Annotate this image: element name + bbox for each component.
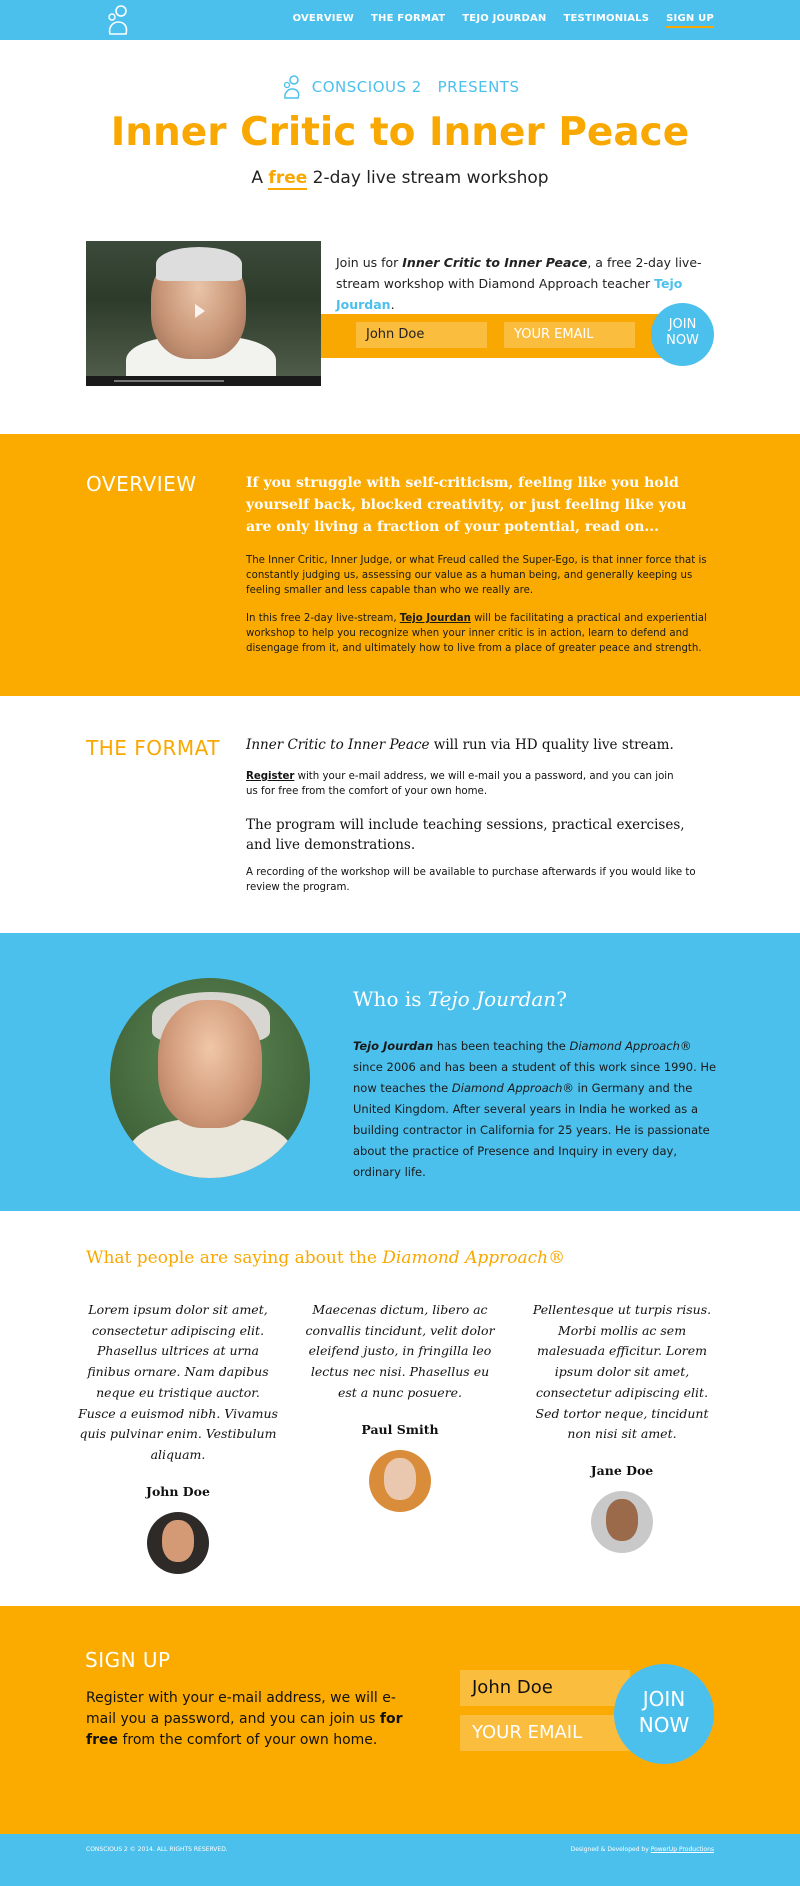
signup-text (86, 1688, 406, 1751)
join-now-button[interactable]: JOIN NOW (651, 303, 714, 366)
testimonial-card (78, 1300, 278, 1574)
hero-signup-form (321, 314, 701, 358)
testimonial-quote: Maecenas dictum, libero ac convallis tincidunt, velit dolor eleifend justo, in fringilla leo lectus nec nisi. Phasellus eu est a nunc posuere. (305, 1302, 495, 1400)
subtitle-free: free (268, 168, 308, 188)
bio-heading-name: Tejo Jourdan (427, 987, 557, 1011)
signup-text-part: Register with your e-mail address, we will e-mail you a password, and you can join us (86, 1690, 396, 1727)
join-button-line: NOW (638, 1713, 690, 1737)
nav-item-testimonials[interactable]: TESTIMONIALS (563, 13, 650, 24)
testimonials-heading-prefix: What people are saying about the (86, 1248, 383, 1268)
signup-text-part: from the comfort of your own home. (118, 1732, 378, 1748)
brand-presents-label: PRESENTS (437, 78, 520, 96)
top-nav (0, 0, 800, 40)
bio-text-part: has been teaching the (433, 1039, 570, 1053)
avatar (369, 1450, 431, 1512)
format-heading: THE FORMAT (86, 736, 220, 760)
video-subject-hair (156, 247, 242, 281)
signup-join-now-button[interactable] (614, 1664, 714, 1764)
testimonials-heading (86, 1248, 565, 1268)
video-controls[interactable] (86, 376, 321, 386)
format-text-part: will run via HD quality live stream. (429, 737, 674, 753)
bio-text (353, 1036, 723, 1183)
credits-prefix: Designed & Developed by (570, 1846, 651, 1853)
join-button-line: JOIN (642, 1687, 686, 1711)
subtitle-prefix: A (251, 168, 269, 188)
intro-text-part: , a free 2-day live-stream workshop with Diamond Approach teacher (336, 255, 702, 291)
footer (0, 1834, 800, 1886)
bio-text-part: in Germany and the United Kingdom. After several years in India he worked as a building contractor in California for 25 years. He is passionate about the practice of Presence and Inquiry in every day, ordinary life. (353, 1081, 710, 1179)
format-text-part: with your e-mail address, we will e-mail you a password, and you can join us for free from the comfort of your own home. (246, 771, 674, 797)
avatar-face (162, 1520, 194, 1562)
nav-item-sign-up[interactable]: SIGN UP (666, 13, 714, 28)
conscious2-logo-icon (281, 74, 303, 100)
intro-workshop-title: Inner Critic to Inner Peace (402, 255, 588, 270)
intro-teacher-link[interactable]: Tejo Jourdan (336, 276, 683, 312)
email-field[interactable]: YOUR EMAIL (504, 322, 635, 348)
credits-link[interactable]: PowerUp Productions (650, 1846, 714, 1853)
copyright-text: CONSCIOUS 2 © 2014. ALL RIGHTS RESERVED. (86, 1846, 228, 1853)
testimonial-name: Paul Smith (361, 1421, 439, 1437)
avatar (147, 1512, 209, 1574)
credits-text (571, 1846, 714, 1853)
video-progress-bar[interactable] (114, 380, 224, 382)
play-icon[interactable] (195, 304, 205, 318)
bio-text-part: since 2006 and has been a student of this work since 1990. He now teaches the (353, 1060, 717, 1095)
format-line (246, 737, 706, 753)
page-subtitle (0, 168, 800, 188)
bio-diamond-approach: Diamond Approach® (569, 1039, 692, 1053)
testimonial-quote: Lorem ipsum dolor sit amet, consectetur adipiscing elit. Phasellus ultrices at urna finibus ornare. Nam dapibus neque eu tristique auctor. Fusce a euismod nibh. Vivamus quis pulvinar enim. Vestibulum aliquam. (78, 1302, 278, 1462)
brand-name: CONSCIOUS 2 (311, 78, 422, 96)
signup-name-field[interactable]: John Doe (460, 1670, 630, 1706)
portrait-face (158, 1000, 262, 1128)
overview-text-part: will be facilitating a practical and experiential workshop to help you recognize when your inner critic is in action, learn to defend and disengage from it, and ultimately how to live from a place of greater peace and strength. (246, 613, 707, 654)
bio-section (0, 933, 800, 1211)
overview-paragraph: The Inner Critic, Inner Judge, or what Freud called the Super-Ego, is that inner force that is constantly judging us, assessing our value as a human being, and generally keeping us feeling smaller and less capable than who we really are. (246, 555, 707, 596)
signup-email-field[interactable]: YOUR EMAIL (460, 1715, 630, 1751)
overview-teacher-link[interactable]: Tejo Jourdan (399, 613, 471, 624)
testimonials-heading-italic: Diamond Approach® (382, 1248, 566, 1268)
testimonial-name: John Doe (146, 1483, 210, 1499)
register-link[interactable]: Register (246, 771, 295, 782)
video-player[interactable] (86, 241, 321, 386)
overview-section (0, 434, 800, 696)
intro-text-part: . (390, 297, 395, 312)
bio-name: Tejo Jourdan (353, 1039, 434, 1053)
overview-paragraph (246, 611, 716, 656)
avatar (591, 1491, 653, 1553)
bio-heading (353, 987, 567, 1011)
signup-section (0, 1606, 800, 1834)
intro-text (336, 252, 716, 315)
testimonial-name: Jane Doe (590, 1462, 654, 1478)
avatar-face (606, 1499, 638, 1541)
conscious2-logo-icon[interactable] (104, 4, 132, 36)
nav-menu (293, 13, 714, 28)
format-workshop-title: Inner Critic to Inner Peace (246, 737, 430, 753)
overview-lead: If you struggle with self-criticism, feeling like you hold yourself back, blocked creativity, or just feeling like you are only living a fraction of your potential, read on... (246, 475, 687, 535)
bio-heading-prefix: Who is (353, 987, 428, 1011)
bio-diamond-approach: Diamond Approach® (451, 1081, 574, 1095)
intro-text-part: Join us for (336, 255, 403, 270)
tejo-jourdan-portrait (110, 978, 310, 1178)
signup-text-bold: for free (86, 1711, 403, 1748)
format-recording-text: A recording of the workshop will be available to purchase afterwards if you would like to review the program. (246, 867, 696, 893)
format-register-text (246, 769, 686, 799)
overview-heading: OVERVIEW (86, 472, 197, 496)
format-program-text: The program will include teaching sessions, practical exercises, and live demonstrations. (246, 817, 685, 853)
bio-heading-suffix: ? (556, 987, 567, 1011)
avatar-face (384, 1458, 416, 1500)
testimonial-quote: Pellentesque ut turpis risus. Morbi mollis ac sem malesuada efficitur. Lorem ipsum dolor sit amet, consectetur adipiscing elit. Sed tortor neque, tincidunt non nisi sit amet. (532, 1302, 712, 1442)
testimonial-card (300, 1300, 500, 1512)
page-title: Inner Critic to Inner Peace (110, 110, 690, 155)
subtitle-suffix: 2-day live stream workshop (307, 168, 549, 188)
testimonial-card (522, 1300, 722, 1553)
signup-heading: SIGN UP (85, 1648, 171, 1672)
brand-presents (0, 74, 800, 100)
name-field[interactable]: John Doe (356, 322, 487, 348)
overview-text-part: In this free 2-day live-stream, (246, 613, 400, 624)
nav-item-overview[interactable]: OVERVIEW (292, 13, 354, 24)
nav-item-tejo-jourdan[interactable]: TEJO JOURDAN (462, 13, 547, 24)
nav-item-format[interactable]: THE FORMAT (371, 13, 446, 24)
